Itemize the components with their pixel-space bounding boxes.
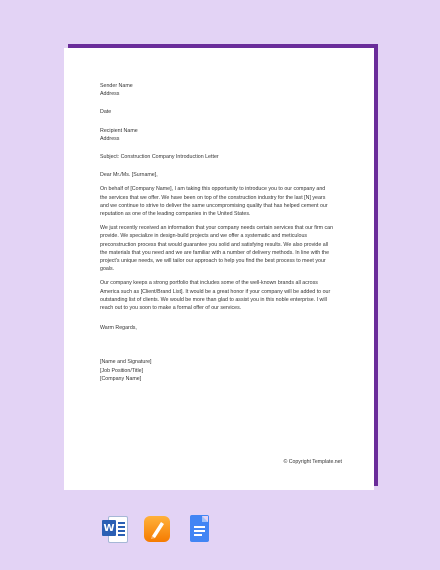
copyright-notice: © Copyright Template.net <box>283 458 342 465</box>
signature-name: [Name and Signature] <box>100 359 152 366</box>
recipient-address: Address <box>100 135 120 142</box>
letter-page <box>64 48 374 490</box>
paragraph-line: the materials that you need and we are familiar with a number of delivery methods. In line with the <box>100 249 330 256</box>
signature-position: [Job Position/Title] <box>100 367 144 374</box>
paragraph-portfolio <box>100 279 338 312</box>
app-icons-row <box>102 514 210 544</box>
letter-date: Date <box>100 109 112 116</box>
paragraph-line: preconstruction process that would guarantee you solid and satisfying results. We also provide all <box>100 241 329 248</box>
apple-pages-icon[interactable] <box>144 514 168 544</box>
sender-name: Sender Name <box>100 83 133 89</box>
paragraph-line: reputation as one of the leading companies in the United States. <box>100 211 251 218</box>
signature-company: [Company Name] <box>100 375 142 382</box>
paragraph-line: goals. <box>100 266 115 273</box>
paragraph-line: On behalf of [Company Name], I am taking this opportunity to introduce you to our company and <box>100 186 326 193</box>
paragraph-line: We just recently received an information that your company needs certain services that our firm can <box>100 225 334 232</box>
letter-subject: Subject: Construction Company Introduction Letter <box>100 154 219 161</box>
paragraph-line: project's unique needs, we will tailor our approach to help you find the best process to meet your <box>100 258 326 265</box>
word-badge: W <box>102 520 116 536</box>
paragraph-line: reach out to you soon to make a formal offer of our services. <box>100 305 242 312</box>
microsoft-word-icon[interactable] <box>102 514 126 544</box>
letter-closing: Warm Regards, <box>100 325 137 332</box>
paragraph-line: America such as [Client/Brand List]. It would be a great honor if your company will be added to our <box>100 288 331 295</box>
paragraph-line: Our company keeps a strong portfolio that includes some of the well-known brands all across <box>100 280 318 287</box>
paragraph-line: and we continue to strive to deliver the same uncompromising quality that has helped cement our <box>100 202 328 209</box>
sender-address: Address <box>100 91 120 98</box>
paragraph-introduction <box>100 185 338 218</box>
paragraph-line: the services that we offer. We have been on top of the construction industry for the last [N] years <box>100 194 326 201</box>
paragraph-line: outstanding list of clients. We would be more than glad to assist you in this noble enterprise. I will <box>100 296 327 303</box>
paragraph-services <box>100 224 338 273</box>
recipient-name: Recipient Name <box>100 127 138 134</box>
paragraph-line: provide. We specialize in design-build projects and we offer a systematic and meticulous <box>100 233 308 240</box>
google-docs-icon[interactable] <box>186 514 210 544</box>
letter-salutation: Dear Mr./Ms. [Surname], <box>100 172 158 179</box>
